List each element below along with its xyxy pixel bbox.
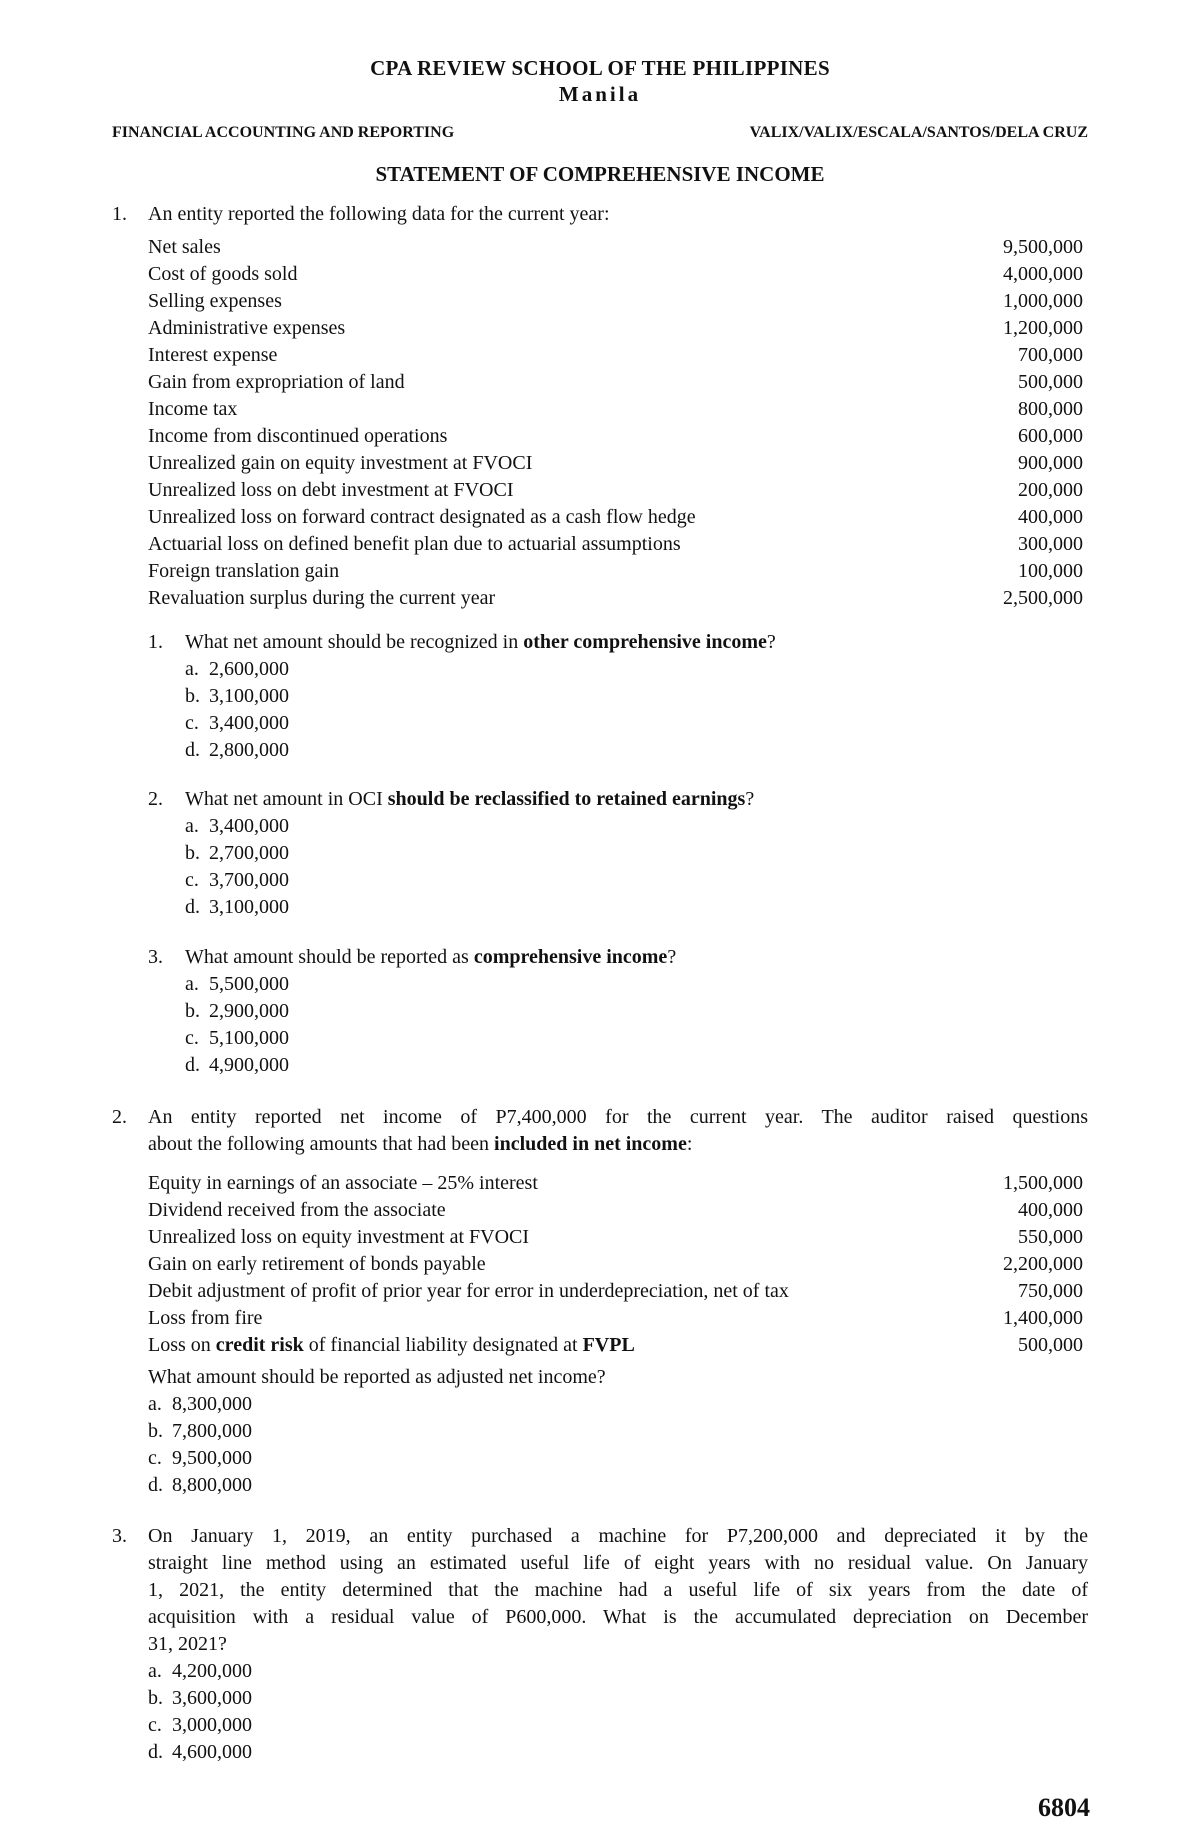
school-name: CPA REVIEW SCHOOL OF THE PHILIPPINES (370, 56, 830, 80)
choice: a. 2,600,000 (185, 658, 289, 680)
row-label: Equity in earnings of an associate – 25% interest (148, 1172, 538, 1194)
row-label: Unrealized loss on debt investment at FVOCI (148, 479, 514, 501)
data-row (148, 1278, 1083, 1305)
data-row (148, 450, 1083, 477)
problem-3-line: 1, 2021, the entity determined that the machine had a useful life of six years from the date of (148, 1579, 1088, 1601)
row-value: 4,000,000 (1003, 263, 1083, 285)
data-row (148, 504, 1083, 531)
problem-1-intro: An entity reported the following data for the current year: (148, 203, 610, 225)
choice: d. 4,600,000 (148, 1741, 252, 1763)
choice: c. 3,700,000 (185, 869, 289, 891)
data-row (148, 234, 1083, 261)
data-row (148, 396, 1083, 423)
data-row (148, 531, 1083, 558)
row-value: 2,500,000 (1003, 587, 1083, 609)
row-label: Unrealized loss on forward contract designated as a cash flow hedge (148, 506, 696, 528)
row-value: 1,200,000 (1003, 317, 1083, 339)
data-row (148, 1305, 1083, 1332)
row-label: Interest expense (148, 344, 278, 366)
data-row (148, 477, 1083, 504)
data-row (148, 585, 1083, 612)
row-value: 300,000 (1018, 533, 1083, 555)
row-label: Actuarial loss on defined benefit plan due to actuarial assumptions (148, 533, 681, 555)
question-text: What amount should be reported as comprehensive income? (185, 946, 677, 968)
choice: a. 3,400,000 (185, 815, 289, 837)
choice: a. 4,200,000 (148, 1660, 252, 1682)
row-label: Unrealized gain on equity investment at FVOCI (148, 452, 533, 474)
row-value: 100,000 (1018, 560, 1083, 582)
choice: b. 2,700,000 (185, 842, 289, 864)
choice: c. 5,100,000 (185, 1027, 289, 1049)
row-value: 500,000 (1018, 1334, 1083, 1356)
choice: a. 8,300,000 (148, 1393, 252, 1415)
question-number: 3. (148, 946, 163, 968)
row-value: 800,000 (1018, 398, 1083, 420)
row-value: 9,500,000 (1003, 236, 1083, 258)
choice: a. 5,500,000 (185, 973, 289, 995)
row-label: Gain from expropriation of land (148, 371, 405, 393)
row-label: Foreign translation gain (148, 560, 340, 582)
data-row (148, 423, 1083, 450)
choice: c. 3,400,000 (185, 712, 289, 734)
data-row (148, 558, 1083, 585)
topic-title: STATEMENT OF COMPREHENSIVE INCOME (375, 162, 825, 186)
row-value: 550,000 (1018, 1226, 1083, 1248)
row-label: Income from discontinued operations (148, 425, 448, 447)
choice: d. 3,100,000 (185, 896, 289, 918)
row-value: 900,000 (1018, 452, 1083, 474)
row-label: Income tax (148, 398, 238, 420)
problem-3-line: acquisition with a residual value of P600,000. What is the accumulated depreciation on December (148, 1606, 1088, 1628)
choice: c. 9,500,000 (148, 1447, 252, 1469)
row-label: Net sales (148, 236, 221, 258)
row-value: 400,000 (1018, 506, 1083, 528)
data-row (148, 1332, 1083, 1359)
row-value: 600,000 (1018, 425, 1083, 447)
page-number: 6804 (1038, 1793, 1090, 1822)
choice: b. 2,900,000 (185, 1000, 289, 1022)
choice: d. 4,900,000 (185, 1054, 289, 1076)
question-text: What net amount in OCI should be reclassified to retained earnings? (185, 788, 755, 810)
data-row (148, 1224, 1083, 1251)
row-label: Gain on early retirement of bonds payable (148, 1253, 486, 1275)
data-row (148, 288, 1083, 315)
problem-2-intro-line-2: about the following amounts that had been included in net income: (148, 1133, 693, 1155)
data-row (148, 342, 1083, 369)
problem-3-line: 31, 2021? (148, 1633, 227, 1655)
row-value: 1,500,000 (1003, 1172, 1083, 1194)
row-label: Loss on credit risk of financial liability designated at FVPL (148, 1334, 635, 1356)
row-value: 1,000,000 (1003, 290, 1083, 312)
data-row (148, 1197, 1083, 1224)
choice: d. 8,800,000 (148, 1474, 252, 1496)
problem-2-number: 2. (112, 1106, 127, 1128)
row-value: 2,200,000 (1003, 1253, 1083, 1275)
question-number: 1. (148, 631, 163, 653)
problem-2-intro-line-1: An entity reported net income of P7,400,000 for the current year. The auditor raised questions (148, 1106, 1088, 1128)
row-label: Unrealized loss on equity investment at FVOCI (148, 1226, 530, 1248)
choice: b. 3,600,000 (148, 1687, 252, 1709)
data-row (148, 369, 1083, 396)
problem-3-number: 3. (112, 1525, 127, 1547)
row-value: 500,000 (1018, 371, 1083, 393)
choice: d. 2,800,000 (185, 739, 289, 761)
authors: VALIX/VALIX/ESCALA/SANTOS/DELA CRUZ (749, 124, 1088, 141)
choice: c. 3,000,000 (148, 1714, 252, 1736)
problem-3-line: On January 1, 2019, an entity purchased a machine for P7,200,000 and depreciated it by the (148, 1525, 1088, 1547)
data-row (148, 261, 1083, 288)
choice: b. 3,100,000 (185, 685, 289, 707)
problem-2-question: What amount should be reported as adjusted net income? (148, 1366, 606, 1388)
data-row (148, 1251, 1083, 1278)
row-label: Administrative expenses (148, 317, 346, 339)
question-number: 2. (148, 788, 163, 810)
row-value: 200,000 (1018, 479, 1083, 501)
row-label: Loss from fire (148, 1307, 263, 1329)
question-text: What net amount should be recognized in other comprehensive income? (185, 631, 776, 653)
row-value: 400,000 (1018, 1199, 1083, 1221)
row-label: Dividend received from the associate (148, 1199, 446, 1221)
subject-title: FINANCIAL ACCOUNTING AND REPORTING (112, 124, 455, 141)
row-value: 1,400,000 (1003, 1307, 1083, 1329)
school-city: Manila (558, 82, 642, 106)
row-value: 750,000 (1018, 1280, 1083, 1302)
row-label: Debit adjustment of profit of prior year for error in underdepreciation, net of tax (148, 1280, 789, 1302)
row-value: 700,000 (1018, 344, 1083, 366)
row-label: Cost of goods sold (148, 263, 298, 285)
data-row (148, 1170, 1083, 1197)
data-row (148, 315, 1083, 342)
problem-3-line: straight line method using an estimated useful life of eight years with no residual value. On January (148, 1552, 1088, 1574)
row-label: Revaluation surplus during the current year (148, 587, 496, 609)
row-label: Selling expenses (148, 290, 282, 312)
problem-1-number: 1. (112, 203, 127, 225)
choice: b. 7,800,000 (148, 1420, 252, 1442)
